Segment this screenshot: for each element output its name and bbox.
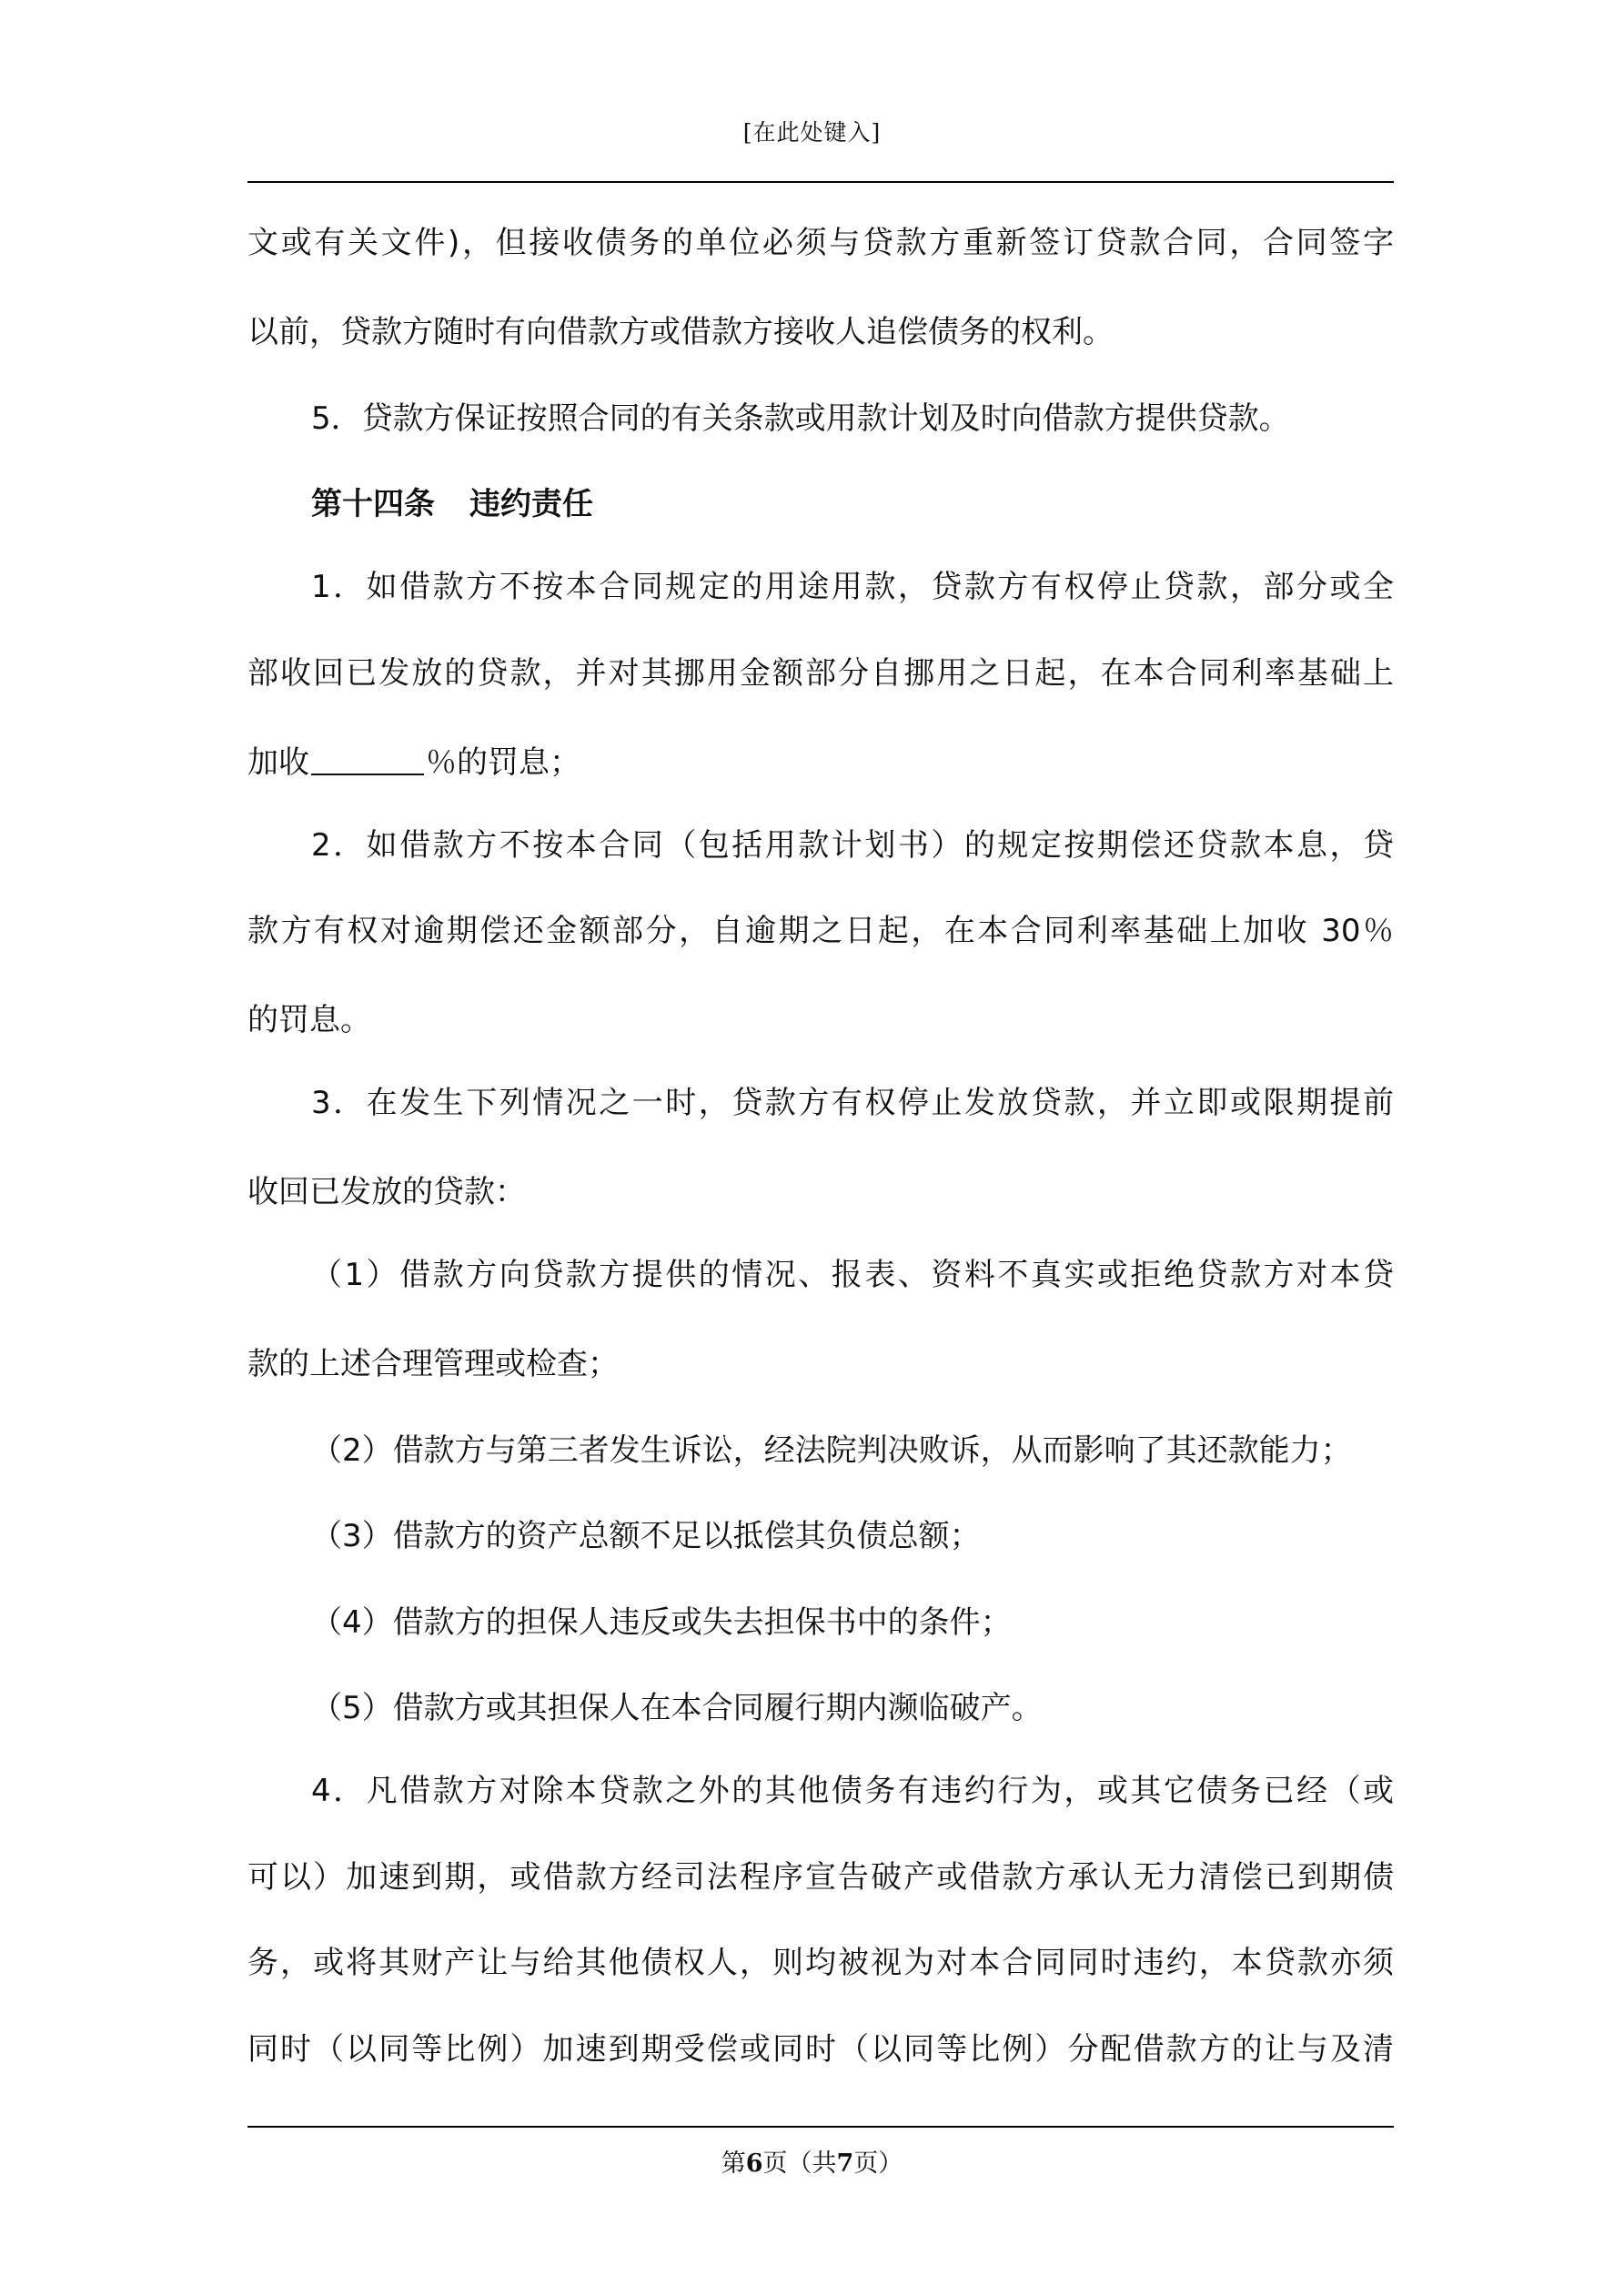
blank-prefix: 加收	[247, 743, 309, 781]
list-item-line: （5）借款方或其担保人在本合同履行期内濒临破产。	[311, 1690, 1043, 1727]
footer-suffix: 页）	[853, 2149, 903, 2178]
list-item-line: （2）借款方与第三者发生诉讼，经法院判决败诉，从而影响了其还款能力；	[311, 1431, 1352, 1469]
paragraph-line: 以前，贷款方随时有向借款方或借款方接收人追偿债务的权利。	[247, 314, 1114, 351]
paragraph-line: 3．在发生下列情况之一时，贷款方有权停止发放贷款，并立即或限期提前	[311, 1085, 1394, 1121]
list-item-line: （3）借款方的资产总额不足以抵偿其负债总额；	[311, 1518, 981, 1555]
paragraph-line: 2．如借款方不按本合同（包括用款计划书）的规定按期偿还贷款本息，贷	[311, 826, 1394, 864]
blank-suffix: ％的罚息；	[426, 743, 580, 781]
fill-in-blank	[311, 743, 424, 775]
footer-page-number: 6	[745, 2149, 763, 2178]
section-heading-number: 第十四条	[311, 486, 435, 523]
list-item-line: （1）借款方向贷款方提供的情况、报表、资料不真实或拒绝贷款方对本贷	[311, 1257, 1394, 1293]
header-rule	[247, 181, 1394, 183]
footer-rule	[247, 2126, 1394, 2128]
paragraph-line: 1．如借款方不按本合同规定的用途用款，贷款方有权停止贷款，部分或全	[311, 569, 1394, 605]
paragraph-line: 务，或将其财产让与给其他债权人，则均被视为对本合同同时违约，本贷款亦须	[247, 1945, 1394, 1981]
section-heading-title: 违约责任	[469, 486, 593, 523]
page-footer	[0, 2146, 1624, 2182]
paragraph-line: 部收回已发放的贷款，并对其挪用金额部分自挪用之日起，在本合同利率基础上	[247, 654, 1394, 692]
paragraph-line: 款方有权对逾期偿还金额部分，自逾期之日起，在本合同利率基础上加收 30％	[247, 913, 1394, 949]
list-item-line: （4）借款方的担保人违反或失去担保书中的条件；	[311, 1603, 1012, 1641]
paragraph-line: 的罚息。	[247, 1002, 371, 1039]
paragraph-line: 可以）加速到期，或借款方经司法程序宣告破产或借款方承认无力清偿已到期债	[247, 1858, 1394, 1896]
paragraph-line: 收回已发放的贷款：	[247, 1174, 526, 1211]
footer-total-pages: 7	[836, 2149, 854, 2178]
paragraph-line-with-blank	[247, 716, 1394, 803]
page-header: [在此处键入]	[742, 119, 882, 146]
footer-middle: 页（共	[762, 2149, 837, 2178]
list-item-line: 款的上述合理管理或检查；	[247, 1346, 619, 1383]
document-body	[247, 200, 1394, 2092]
paragraph-line: 4．凡借款方对除本贷款之外的其他债务有违约行为，或其它债务已经（或	[311, 1773, 1394, 1809]
paragraph-line: 同时（以同等比例）加速到期受偿或同时（以同等比例）分配借款方的让与及清	[247, 2030, 1394, 2068]
footer-prefix: 第	[721, 2149, 746, 2178]
paragraph-line: 文或有关文件)，但接收债务的单位必须与贷款方重新签订贷款合同，合同签字	[247, 225, 1394, 261]
paragraph-line: 5．贷款方保证按照合同的有关条款或用款计划及时向借款方提供贷款。	[311, 400, 1290, 437]
section-heading	[247, 459, 1394, 545]
